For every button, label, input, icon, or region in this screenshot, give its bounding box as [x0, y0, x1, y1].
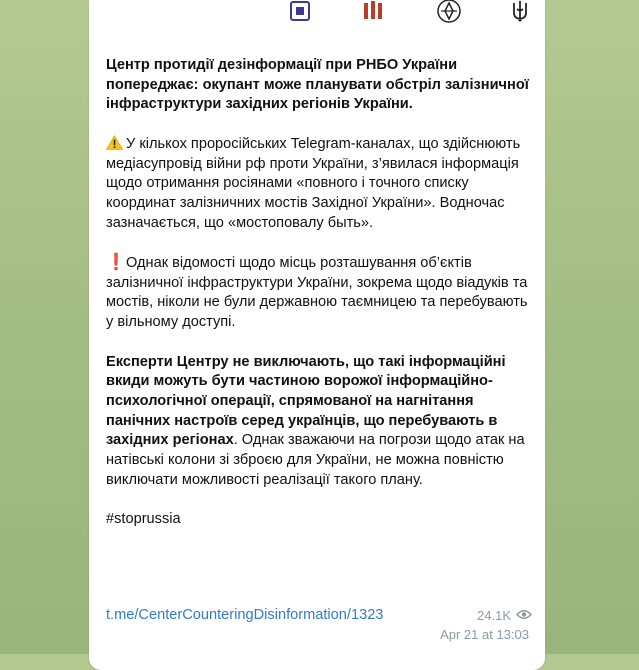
views-count: 24.1K [477, 608, 511, 623]
logo-center-countering [289, 0, 311, 22]
views-counter [477, 608, 532, 623]
trident-icon [511, 0, 529, 23]
paragraph-warning-text: У кількох проросійських Telegram-каналах, що здійснюють медіасупровід війни рф проти України, з’явилася інформація щодо отримання росіянами «повного і точного списку координат залізничних мостів Західної України». Водночас зазначається, що «мостоповалу быть». [106, 135, 521, 231]
paragraph-exclamation [106, 253, 534, 333]
exclamation-icon: ❗ [106, 254, 126, 271]
paragraph-exclamation-text: Однак відомості щодо місць розташування об’єктів залізничної інфраструктури України, зокрема щодо віадуків та мостів, ніколи не були державною таємницею та перебувають у вільному доступі. [106, 255, 528, 331]
logo-rnbo [436, 0, 462, 24]
eye-icon [516, 608, 532, 623]
warning-icon [106, 135, 126, 155]
logo-strip [289, 0, 529, 32]
hashtag[interactable]: #stoprussia [106, 511, 181, 528]
message-text [106, 56, 534, 550]
experts-bold-text: Експерти Центру не виключають, що такі інформаційні вкиди можуть бути частиною ворожої інформаційно-психологічної операції, спрямованої на нагнітання панічних настроїв серед українців, що перебувають в західних регіонах [106, 353, 506, 449]
paragraph-experts [106, 353, 534, 491]
headline-paragraph: Центр протидії дезінформації при РНБО України попереджає: окупант може планувати обстріл залізничної інфраструктури західних регіонів України. [106, 57, 529, 113]
paragraph-warning [106, 135, 534, 234]
experts-rest-text: . Однак зважаючи на погрози щодо атак на натівські колони зі зброєю для України, не можна повністю виключати можливості реалізації такого плану. [106, 432, 525, 488]
logo-national-resistance [360, 0, 386, 22]
post-link[interactable]: t.me/CenterCounteringDisinformation/1323 [106, 607, 384, 623]
timestamp: Apr 21 at 13:03 [440, 627, 529, 642]
